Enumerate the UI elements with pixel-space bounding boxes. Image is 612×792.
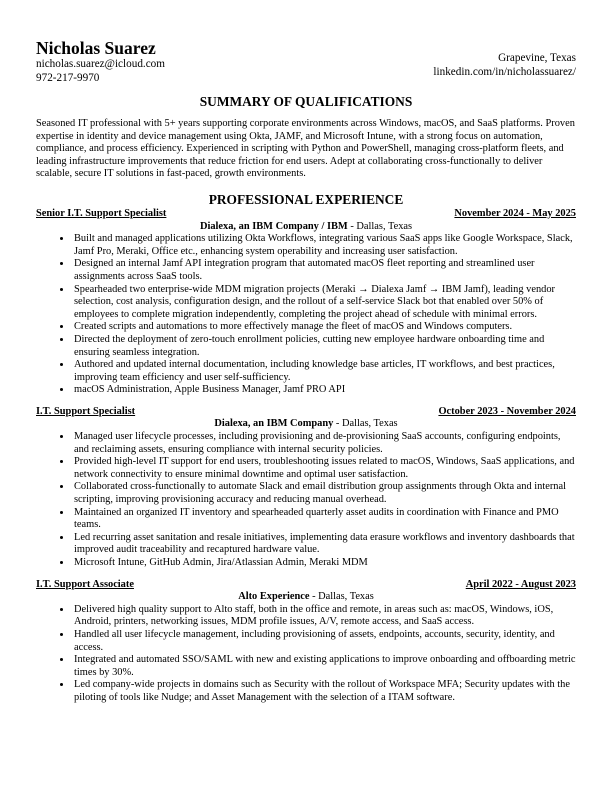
- job-bullet: • Handled all user lifecycle management, including provisioning of assets, endpoints, accounts, security, identity, and access.: [72, 629, 576, 654]
- phone-text: 972-217-9970: [36, 71, 100, 84]
- job-bullet: • Spearheaded two enterprise-wide MDM migration projects (Meraki → Dialexa Jamf → IBM Jamf), leading vendor selection, cost analysis, configuration design, and the rollout of a self-service Slack bot that enabled over 50% of employees to complete migration independently, completing the project ahead of schedule with minimal errors.: [72, 284, 576, 322]
- job-entry: [36, 406, 576, 570]
- job-bullet: • Maintained an organized IT inventory and spearheaded quarterly asset audits in coordination with Finance and PMO teams.: [72, 507, 576, 532]
- company-name: Dialexa, an IBM Company / IBM: [199, 220, 348, 232]
- job-title: I.T. Support Specialist: [36, 405, 136, 417]
- job-bullet: • macOS Administration, Apple Business Manager, Jamf PRO API: [72, 384, 576, 397]
- location-text: Grapevine, Texas: [498, 52, 576, 64]
- job-dates: November 2024 - May 2025: [454, 207, 576, 219]
- job-company-line: [36, 418, 576, 431]
- company-location: - Dallas, Texas: [309, 591, 374, 603]
- job-bullet: • Collaborated cross-functionally to automate Slack and email distribution group assignments through Okta and internal scripting, improving provisioning accuracy and reducing manual overhead.: [72, 481, 576, 506]
- company-name: Dialexa, an IBM Company: [214, 418, 334, 430]
- resume-header: [36, 38, 576, 86]
- summary-heading: SUMMARY OF QUALIFICATIONS: [199, 94, 413, 109]
- candidate-name: Nicholas Suarez: [36, 38, 156, 58]
- company-location: - Dallas, Texas: [347, 220, 413, 232]
- company-location: - Dallas, Texas: [333, 418, 398, 430]
- job-dates: April 2022 - August 2023: [465, 578, 576, 590]
- job-bullet: • Microsoft Intune, GitHub Admin, Jira/Atlassian Admin, Meraki MDM: [72, 557, 576, 570]
- job-entry: [36, 579, 576, 705]
- experience-heading: PROFESSIONAL EXPERIENCE: [208, 191, 404, 207]
- job-title: I.T. Support Associate: [36, 578, 134, 590]
- email-text: nicholas.suarez@icloud.com: [36, 58, 165, 70]
- job-list: [36, 208, 576, 705]
- job-bullet: • Provided high-level IT support for end users, troubleshooting issues related to macOS, Windows, SaaS applications, and network connectivity to ensure minimal downtime and optimal user satisfaction.: [72, 456, 576, 481]
- job-company-line: [36, 221, 576, 234]
- job-bullets: [36, 431, 576, 570]
- job-bullets: [36, 604, 576, 705]
- job-bullet: • Designed an internal Jamf API integration program that automated macOS fleet reporting and streamlined user assignments across SaaS tools.: [72, 258, 576, 283]
- job-bullet: • Managed user lifecycle processes, including provisioning and de-provisioning SaaS accounts, configuring endpoints, and reclaiming assets, ensuring compliance with internal security policies.: [72, 431, 576, 456]
- job-bullet: • Directed the deployment of zero-touch enrollment policies, cutting new employee hardware onboarding time and ensuring seamless integration.: [72, 334, 576, 359]
- job-company-line: [36, 591, 576, 604]
- job-bullet: • Led recurring asset sanitation and resale initiatives, implementing data erasure workflows and inventory dashboards that improved audit traceability and recaptured hardware value.: [72, 532, 576, 557]
- job-entry: [36, 208, 576, 397]
- linkedin-text: linkedin.com/in/nicholassuarez/: [433, 65, 576, 78]
- summary-paragraph: Seasoned IT professional with 5+ years supporting corporate environments across Windows, macOS, and SaaS platforms. Proven expertise in identity and device management using Okta, JAMF, and Microsoft Intune, with a strong focus on automation, compliance, and process efficiency. Experienced in scripting with Python and PowerShell, managing cross-platform fleets, and leading infrastructure improvements that reduce friction for end users. Adept at collaborating cross-functionally to deliver scalable, secure IT solutions in fast-paced, growth environments.: [36, 118, 575, 180]
- job-header: [36, 406, 576, 419]
- job-bullets: [36, 233, 576, 397]
- job-bullet: • Authored and updated internal documentation, including knowledge base articles, IT workflows, and best practices, improving team efficiency and user self-sufficiency.: [72, 359, 576, 384]
- job-bullet: • Built and managed applications utilizing Okta Workflows, integrating various SaaS apps like Google Workspace, Slack, Jamf Pro, Meraki, Office etc., enhancing system operability and increasing user satisfaction.: [72, 233, 576, 258]
- job-bullet: • Created scripts and automations to more effectively manage the fleet of macOS and Windows computers.: [72, 321, 576, 334]
- job-header: [36, 208, 576, 221]
- job-title: Senior I.T. Support Specialist: [36, 207, 167, 219]
- job-bullet: • Delivered high quality support to Alto staff, both in the office and remote, in areas such as: macOS, Windows, iOS, Android, printers, networking issues, MDM profile issues, A/V, remote access, and SaaS access.: [72, 604, 576, 629]
- company-name: Alto Experience: [238, 591, 310, 603]
- job-header: [36, 579, 576, 592]
- job-bullet: • Integrated and automated SSO/SAML with new and existing applications to improve onboarding and offboarding metric times by 30%.: [72, 654, 576, 679]
- job-dates: October 2023 - November 2024: [438, 405, 576, 417]
- job-bullet: • Led company-wide projects in domains such as Security with the rollout of Workspace MFA; Security updates with the piloting of tools like Nudge; and Asset Management with the selection of a ITAM software.: [72, 679, 576, 704]
- contact-right: [433, 52, 576, 79]
